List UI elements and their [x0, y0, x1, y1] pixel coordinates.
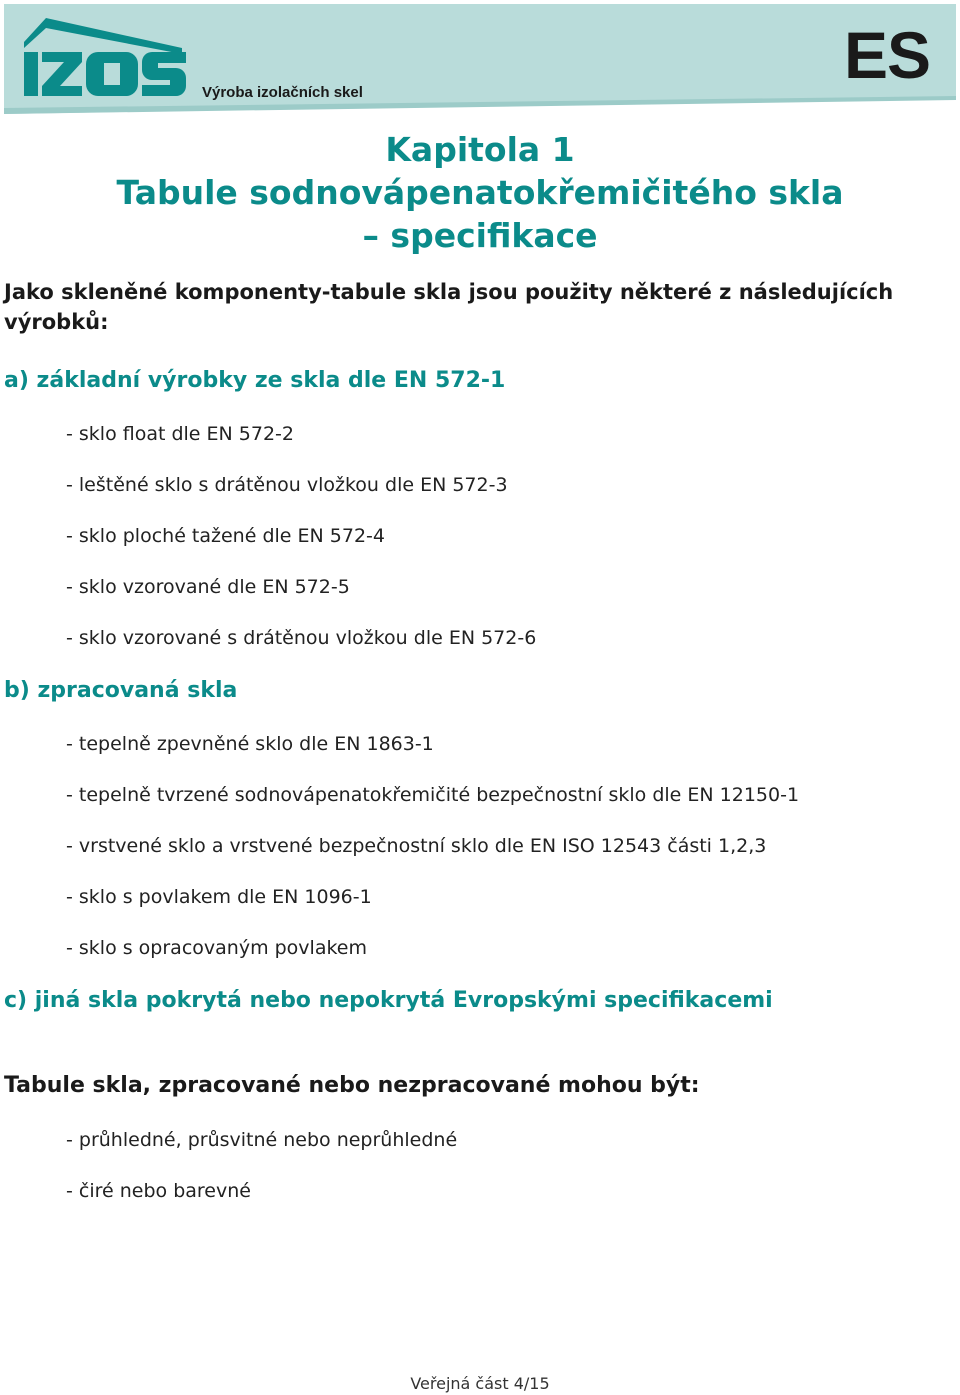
section-c-heading: c) jiná skla pokrytá nebo nepokrytá Evropskými specifikacemi: [4, 988, 773, 1013]
intro-paragraph: Jako skleněné komponenty-tabule skla jsou použity některé z následujících výrobků:: [4, 280, 894, 334]
section-a-heading: a) základní výrobky ze skla dle EN 572-1: [4, 368, 506, 393]
list-item: - tepelně zpevněné sklo dle EN 1863-1: [66, 733, 434, 755]
section-b-heading: b) zpracovaná skla: [4, 678, 238, 703]
list-item: - sklo vzorované s drátěnou vložkou dle EN 572-6: [66, 627, 537, 649]
list-item: - čiré nebo barevné: [66, 1180, 251, 1202]
list-item: - sklo float dle EN 572-2: [66, 423, 294, 445]
list-item: - průhledné, průsvitné nebo neprůhledné: [66, 1129, 458, 1151]
page-footer: Veřejná část 4/15: [410, 1374, 550, 1393]
page-title: [0, 128, 960, 257]
list-item: - tepelně tvrzené sodnovápenatokřemičité bezpečnostní sklo dle EN 12150-1: [66, 784, 800, 806]
list-item: - sklo vzorované dle EN 572-5: [66, 576, 350, 598]
page-header: [4, 4, 956, 114]
logo-tagline: Výroba izolačních skel: [202, 84, 363, 101]
list-item: - sklo s opracovaným povlakem: [66, 937, 367, 959]
list-item: - leštěné sklo s drátěnou vložkou dle EN 572-3: [66, 474, 508, 496]
izos-logo: [16, 14, 201, 110]
title-line-1: Kapitola 1: [385, 130, 575, 169]
title-line-2: Tabule sodnovápenatokřemičitého skla: [116, 173, 844, 212]
list-item: - vrstvené sklo a vrstvené bezpečnostní sklo dle EN ISO 12543 části 1,2,3: [66, 835, 767, 857]
title-line-3: – specifikace: [362, 216, 598, 255]
properties-heading: Tabule skla, zpracované nebo nezpracované mohou být:: [4, 1073, 700, 1098]
list-item: - sklo s povlakem dle EN 1096-1: [66, 886, 372, 908]
language-code: ES: [843, 18, 930, 92]
list-item: - sklo ploché tažené dle EN 572-4: [66, 525, 385, 547]
